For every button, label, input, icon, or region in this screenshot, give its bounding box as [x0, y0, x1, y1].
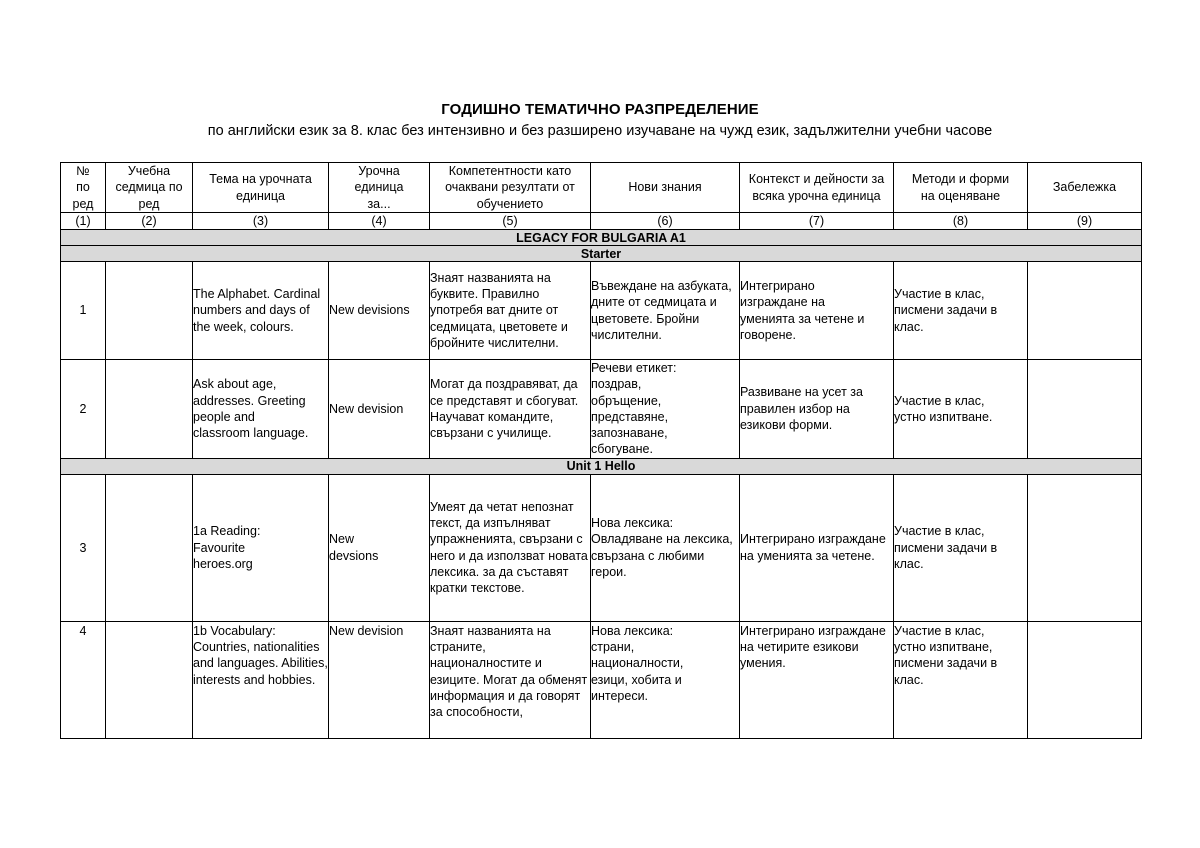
header-topic: Тема на урочната единица	[193, 163, 329, 213]
table-row	[61, 360, 1142, 459]
row-week	[106, 360, 193, 459]
row-context: Интегрирано изграждане на уменията за четене.	[740, 474, 894, 621]
table-row	[61, 621, 1142, 738]
header-row	[61, 163, 1142, 213]
column-number: (5)	[430, 213, 591, 230]
row-competences: Могат да поздравяват, да се представят и сбогуват. Научават командите, свързани с училище.	[430, 360, 591, 459]
row-number: 1	[61, 262, 106, 360]
row-context: Интегрирано изграждане на уменията за четене и говорене.	[740, 262, 894, 360]
table-row	[61, 262, 1142, 360]
row-topic: Ask about age, addresses. Greeting people and classroom language.	[193, 360, 329, 459]
row-competences: Знаят названията на страните, националностите и езиците. Могат да обменят информация и да говорят за способности,	[430, 621, 591, 738]
row-note	[1028, 262, 1142, 360]
column-number: (2)	[106, 213, 193, 230]
table-row	[61, 474, 1142, 621]
header-note: Забележка	[1028, 163, 1142, 213]
row-topic: The Alphabet. Cardinal numbers and days of the week, colours.	[193, 262, 329, 360]
row-competences: Знаят названията на буквите. Правилно употребя ват дните от седмицата, цветовете и бройните числителни.	[430, 262, 591, 360]
section-unit-1: Unit 1 Hello	[61, 458, 1142, 474]
row-number: 4	[61, 621, 106, 738]
column-number-row	[61, 213, 1142, 230]
row-note	[1028, 360, 1142, 459]
row-lesson-type: New devsions	[329, 474, 430, 621]
column-number: (3)	[193, 213, 329, 230]
row-lesson-type: New devision	[329, 621, 430, 738]
thematic-plan-table	[60, 162, 1142, 739]
header-new-knowledge: Нови знания	[591, 163, 740, 213]
row-lesson-type: New devision	[329, 360, 430, 459]
row-week	[106, 474, 193, 621]
column-number: (6)	[591, 213, 740, 230]
row-topic: 1b Vocabulary: Countries, nationalities and languages. Abilities, interests and hobbies.	[193, 621, 329, 738]
row-context: Интегрирано изграждане на четирите езикови умения.	[740, 621, 894, 738]
row-topic: 1a Reading: Favourite heroes.org	[193, 474, 329, 621]
row-new-knowledge: Нова лексика: страни, националности, езици, хобита и интереси.	[591, 621, 740, 738]
section-row	[61, 458, 1142, 474]
section-row	[61, 246, 1142, 262]
row-lesson-type: New devisions	[329, 262, 430, 360]
row-assessment: Участие в клас, писмени задачи в клас.	[894, 474, 1028, 621]
row-context: Развиване на усет за правилен избор на езикови форми.	[740, 360, 894, 459]
row-new-knowledge: Въвеждане на азбуката, дните от седмицата и цветовете. Бройни числителни.	[591, 262, 740, 360]
header-context: Контекст и дейности за всяка урочна единица	[740, 163, 894, 213]
row-week	[106, 262, 193, 360]
header-competences: Компетентности като очаквани резултати от обучението	[430, 163, 591, 213]
row-competences: Умеят да четат непознат текст, да изпълняват упражненията, свързани с него и да използват новата лексика. за да съставят кратки текстове.	[430, 474, 591, 621]
row-note	[1028, 474, 1142, 621]
book-title-row	[61, 230, 1142, 246]
section-starter: Starter	[61, 246, 1142, 262]
column-number: (9)	[1028, 213, 1142, 230]
document-title: ГОДИШНО ТЕМАТИЧНО РАЗПРЕДЕЛЕНИЕ	[441, 101, 759, 118]
document-subtitle: по английски език за 8. клас без интензивно и без разширено изучаване на чужд език, задължителни учебни часове	[207, 123, 993, 139]
book-title: LEGACY FOR BULGARIA A1	[61, 230, 1142, 246]
column-number: (7)	[740, 213, 894, 230]
column-number: (4)	[329, 213, 430, 230]
header-week: Учебна седмица по ред	[106, 163, 193, 213]
header-num: № по ред	[61, 163, 106, 213]
row-number: 3	[61, 474, 106, 621]
row-assessment: Участие в клас, писмени задачи в клас.	[894, 262, 1028, 360]
row-note	[1028, 621, 1142, 738]
column-number: (8)	[894, 213, 1028, 230]
header-lesson-type: Урочна единица за...	[329, 163, 430, 213]
header-assessment: Методи и форми на оценяване	[894, 163, 1028, 213]
row-new-knowledge: Речеви етикет: поздрав, обръщение, представяне, запознаване, сбогуване.	[591, 360, 740, 459]
row-number: 2	[61, 360, 106, 459]
row-assessment: Участие в клас, устно изпитване.	[894, 360, 1028, 459]
row-assessment: Участие в клас, устно изпитване, писмени задачи в клас.	[894, 621, 1028, 738]
column-number: (1)	[61, 213, 106, 230]
row-new-knowledge: Нова лексика: Овладяване на лексика, свързана с любими герои.	[591, 474, 740, 621]
row-week	[106, 621, 193, 738]
